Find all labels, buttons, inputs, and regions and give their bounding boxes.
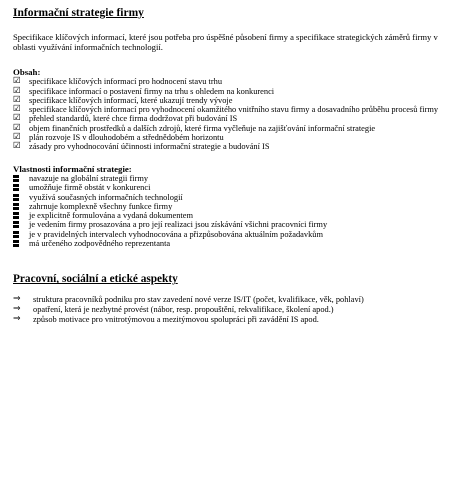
list-item: navazuje na globální strategii firmy [13,174,459,183]
list-item: umožňuje firmě obstát v konkurenci [13,183,459,192]
list-item: zahrnuje komplexně všechny funkce firmy [13,202,459,211]
list-item: ☑ specifikace informací o postavení firmy na trhu s ohledem na konkurenci [13,85,275,96]
vlastnosti-label: Vlastnosti informační strategie: [13,163,132,174]
checkbox-icon: ☑ [13,132,21,142]
list-item: ☑ specifikace klíčových informací, které ukazují trendy vývoje [13,94,233,105]
square-bullet-icon [13,203,19,210]
square-bullet-icon [13,231,19,238]
intro-paragraph: Specifikace klíčových informací, které jsou potřeba pro úspěšné působení firmy a specifikace strategických záměrů firmy v oblasti využívání informačních technologií. [13,32,438,53]
list-item: je vedením firmy prosazována a pro její realizaci jsou získávání všichni pracovníci firmy [13,220,459,229]
square-bullet-icon [13,221,19,228]
list-item: je explicitně formulována a vydaná dokumentem [13,211,459,220]
double-arrow-icon: ⇒ [13,313,21,324]
checkbox-icon: ☑ [13,141,21,152]
double-arrow-icon: ⇒ [13,294,21,305]
document-page [13,6,459,325]
checkbox-icon: ☑ [13,113,21,124]
list-item: ☑ specifikace klíčových informací pro vyhodnocení okamžitého vnitřního stavu firmy a dosavadního průběhu procesů firmy [13,104,439,115]
list-item: ☑ plán rozvoje IS v dlouhodobém a střednědobém horizontu [13,132,224,142]
obsah-list [13,77,459,151]
obsah-label: Obsah: [13,66,41,77]
checkbox-icon: ☑ [13,94,21,105]
square-bullet-icon [13,212,19,219]
checkbox-icon: ☑ [13,76,21,87]
section-title-informacni-strategie: Informační strategie firmy [13,7,144,19]
list-item: ⇒ způsob motivace pro vnitrotýmovou a mezitýmovou spolupráci při zavádění IS apod. [13,313,319,324]
checkbox-icon: ☑ [13,122,21,133]
square-bullet-icon [13,194,19,201]
vlastnosti-list [13,174,459,248]
list-item: ☑ přehled standardů, které chce firma dodržovat při budování IS [13,113,238,124]
list-item: ☑ zásady pro vyhodnocování účinnosti informační strategie a budování IS [13,141,270,152]
square-bullet-icon [13,184,19,191]
square-bullet-icon [13,175,19,182]
list-item: využívá současných informačních technologií [13,193,459,202]
section-title-pracovni-aspekty: Pracovní, sociální a etické aspekty [13,273,178,286]
list-item: ⇒ struktura pracovníků podniku pro stav zavedení nové verze IS/IT (počet, kvalifikace, věk, pohlaví) [13,294,364,305]
list-item: ⇒ opatření, která je nezbytné provést (nábor, resp. propouštění, rekvalifikace, školení apod.) [13,304,334,315]
aspekty-list [13,295,459,324]
checkbox-icon: ☑ [13,85,21,96]
square-bullet-icon [13,240,19,247]
list-item: je v pravidelných intervalech vyhodnocována a přizpůsobována aktuálním požadavkům [13,230,459,239]
double-arrow-icon: ⇒ [13,304,21,315]
list-item: má určeného zodpovědného reprezentanta [13,239,459,248]
list-item: ☑ objem finančních prostředků a dalších zdrojů, které firma vyčleňuje na zajišťování informační strategie [13,122,376,133]
list-item: ☑ specifikace klíčových informací pro hodnocení stavu trhu [13,76,223,87]
checkbox-icon: ☑ [13,104,21,115]
